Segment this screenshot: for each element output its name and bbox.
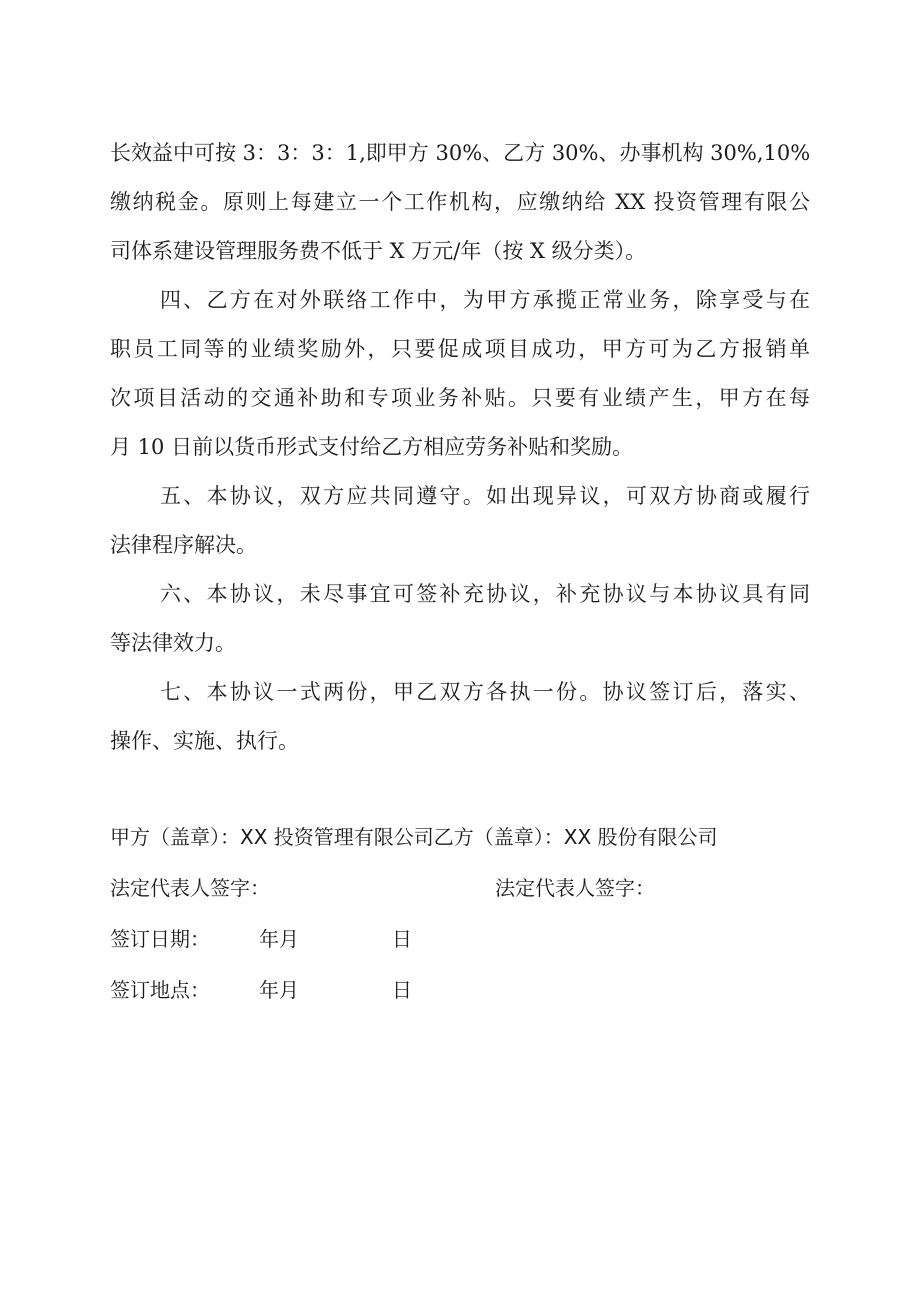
rep-signature-label-party-a: 法定代表人签字：	[110, 876, 270, 900]
rep-signature-label-party-b: 法定代表人签字：	[495, 876, 655, 900]
sign-date-day: 日	[392, 927, 412, 951]
paragraph-4-line-2: 职员工同等的业绩奖励外，只要促成项目成功，甲方可为乙方报销单	[110, 337, 810, 361]
paragraph-5-line-2: 法律程序解决。	[110, 533, 257, 557]
paragraph-4-line-1: 四、乙方在对外联络工作中，为甲方承揽正常业务，除享受与在	[160, 288, 810, 312]
paragraph-3-line-1: 长效益中可按 3：3：3：1,即甲方 30%、乙方 30%、办事机构 30%,10%	[110, 141, 811, 165]
paragraph-3-line-3: 司体系建设管理服务费不低于 X 万元/年（按 X 级分类）。	[110, 239, 647, 263]
paragraph-7-line-2: 操作、实施、执行。	[110, 729, 299, 753]
sign-place-label: 签订地点：	[110, 978, 210, 1002]
sign-date-month: 年月	[259, 927, 299, 951]
paragraph-7-line-1: 七、本协议一式两份，甲乙双方各执一份。协议签订后，落实、	[160, 680, 810, 704]
sign-date-label: 签订日期：	[110, 927, 210, 951]
paragraph-4-line-3: 次项目活动的交通补助和专项业务补贴。只要有业绩产生，甲方在每	[110, 386, 810, 410]
sign-place-month: 年月	[259, 978, 299, 1002]
paragraph-5-line-1: 五、本协议，双方应共同遵守。如出现异议，可双方协商或履行	[160, 484, 810, 508]
paragraph-3-line-2: 缴纳税金。原则上每建立一个工作机构，应缴纳给 XX 投资管理有限公	[110, 190, 810, 214]
paragraph-6-line-2: 等法律效力。	[110, 631, 236, 655]
sign-place-day: 日	[392, 978, 412, 1002]
paragraph-4-line-4: 月 10 日前以货币形式支付给乙方相应劳务补贴和奖励。	[110, 435, 634, 459]
paragraph-6-line-1: 六、本协议，未尽事宜可签补充协议，补充协议与本协议具有同	[160, 582, 810, 606]
signature-parties-line: 甲方（盖章）：XX 投资管理有限公司乙方（盖章）：XX 股份有限公司	[110, 825, 718, 849]
